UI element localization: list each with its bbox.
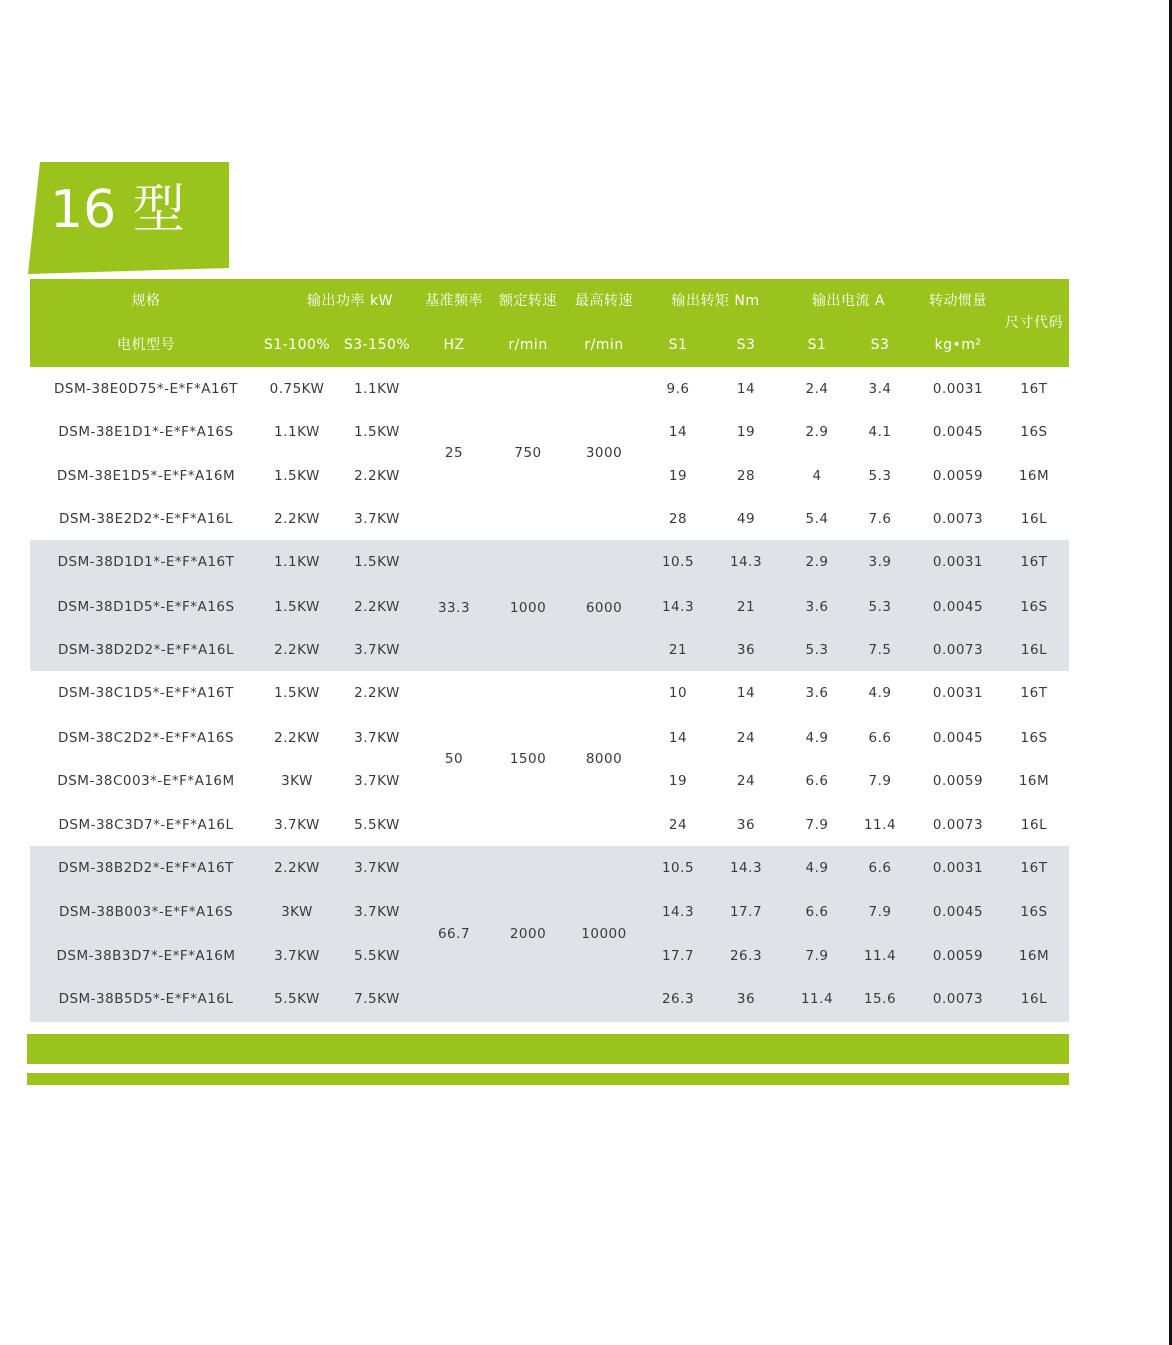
header-torque: 输出转矩 Nm — [671, 293, 760, 309]
power-s3-cell: 1.5KW — [354, 554, 400, 570]
size-code-cell: 16T — [1020, 381, 1048, 397]
current-s3-cell: 11.4 — [863, 817, 897, 833]
table-row — [30, 717, 1069, 760]
torque-s1-cell: 17.7 — [661, 948, 695, 964]
table-row — [30, 978, 1069, 1021]
header-current: 输出电流 A — [811, 293, 886, 309]
base-freq-cell: 50 — [444, 751, 464, 767]
header-max-unit: r/min — [584, 337, 624, 353]
torque-s3-cell: 36 — [736, 642, 756, 658]
power-s3-cell: 5.5KW — [354, 817, 400, 833]
inertia-cell: 0.0073 — [932, 511, 984, 527]
table-row — [30, 541, 1069, 584]
table-row — [30, 672, 1069, 715]
current-s3-cell: 5.3 — [868, 599, 892, 615]
power-s3-cell: 2.2KW — [354, 599, 400, 615]
size-code-cell: 16T — [1020, 860, 1048, 876]
current-s1-cell: 6.6 — [805, 773, 829, 789]
table-row — [30, 891, 1069, 934]
model-cell: DSM-38D2D2*-E*F*A16L — [58, 642, 234, 658]
current-s3-cell: 3.4 — [868, 381, 892, 397]
power-s3-cell: 3.7KW — [354, 904, 400, 920]
rated-speed-cell: 750 — [514, 445, 542, 461]
inertia-cell: 0.0073 — [932, 642, 984, 658]
torque-s1-cell: 21 — [668, 642, 688, 658]
power-s1-cell: 0.75KW — [269, 381, 325, 397]
size-code-cell: 16M — [1018, 948, 1050, 964]
power-s3-cell: 2.2KW — [354, 685, 400, 701]
power-s1-cell: 1.5KW — [274, 468, 320, 484]
size-code-cell: 16M — [1018, 773, 1050, 789]
table-row — [30, 847, 1069, 890]
model-cell: DSM-38E1D5*-E*F*A16M — [56, 468, 236, 484]
power-s3-cell: 2.2KW — [354, 468, 400, 484]
header-freq-unit: HZ — [443, 337, 465, 353]
header-current-s3: S3 — [870, 337, 890, 353]
torque-s1-cell: 14 — [668, 730, 688, 746]
header-rated-unit: r/min — [508, 337, 548, 353]
power-s1-cell: 1.1KW — [274, 554, 320, 570]
table-row — [30, 935, 1069, 978]
table-header — [30, 279, 1069, 367]
table-row — [30, 498, 1069, 541]
torque-s1-cell: 10.5 — [661, 554, 695, 570]
current-s1-cell: 6.6 — [805, 904, 829, 920]
power-s3-cell: 7.5KW — [354, 991, 400, 1007]
current-s1-cell: 2.4 — [805, 381, 829, 397]
current-s1-cell: 7.9 — [805, 948, 829, 964]
current-s3-cell: 4.1 — [868, 424, 892, 440]
footer-bar-thick — [27, 1034, 1069, 1064]
table-row — [30, 629, 1069, 672]
page-title: 16 型 — [50, 180, 185, 240]
header-power-s3: S3-150% — [343, 337, 411, 353]
torque-s3-cell: 24 — [736, 730, 756, 746]
torque-s3-cell: 14.3 — [729, 554, 763, 570]
torque-s1-cell: 19 — [668, 468, 688, 484]
inertia-cell: 0.0031 — [932, 381, 984, 397]
power-s3-cell: 3.7KW — [354, 642, 400, 658]
max-speed-cell: 6000 — [585, 600, 623, 616]
rated-speed-cell: 2000 — [509, 926, 547, 942]
header-inertia: 转动惯量 — [929, 293, 987, 309]
header-model: 电机型号 — [117, 337, 175, 353]
header-power: 输出功率 kW — [307, 293, 393, 309]
header-base-freq: 基准频率 — [425, 293, 483, 309]
current-s1-cell: 4.9 — [805, 860, 829, 876]
power-s3-cell: 1.1KW — [354, 381, 400, 397]
footer-bar-thin — [27, 1073, 1069, 1085]
power-s3-cell: 1.5KW — [354, 424, 400, 440]
power-s1-cell: 2.2KW — [274, 860, 320, 876]
power-s1-cell: 2.2KW — [274, 511, 320, 527]
max-speed-cell: 3000 — [585, 445, 623, 461]
current-s3-cell: 7.6 — [868, 511, 892, 527]
model-cell: DSM-38B5D5*-E*F*A16L — [58, 991, 234, 1007]
table-row — [30, 411, 1069, 454]
current-s3-cell: 7.5 — [868, 642, 892, 658]
header-inertia-unit: kg•m² — [934, 337, 982, 353]
inertia-cell: 0.0059 — [932, 773, 984, 789]
inertia-cell: 0.0059 — [932, 468, 984, 484]
power-s3-cell: 3.7KW — [354, 773, 400, 789]
power-s1-cell: 5.5KW — [274, 991, 320, 1007]
size-code-cell: 16S — [1020, 730, 1048, 746]
size-code-cell: 16T — [1020, 554, 1048, 570]
current-s1-cell: 3.6 — [805, 685, 829, 701]
size-code-cell: 16L — [1020, 991, 1048, 1007]
current-s3-cell: 3.9 — [868, 554, 892, 570]
torque-s1-cell: 19 — [668, 773, 688, 789]
header-torque-s1: S1 — [668, 337, 688, 353]
size-code-cell: 16L — [1020, 642, 1048, 658]
size-code-cell: 16S — [1020, 904, 1048, 920]
current-s1-cell: 3.6 — [805, 599, 829, 615]
size-code-cell: 16L — [1020, 817, 1048, 833]
power-s3-cell: 3.7KW — [354, 860, 400, 876]
model-cell: DSM-38D1D1*-E*F*A16T — [57, 554, 235, 570]
current-s3-cell: 7.9 — [868, 773, 892, 789]
base-freq-cell: 25 — [444, 445, 464, 461]
size-code-cell: 16T — [1020, 685, 1048, 701]
header-max-speed: 最高转速 — [575, 293, 633, 309]
max-speed-cell: 8000 — [585, 751, 623, 767]
table-row — [30, 455, 1069, 498]
model-cell: DSM-38B003*-E*F*A16S — [58, 904, 234, 920]
torque-s3-cell: 14.3 — [729, 860, 763, 876]
torque-s3-cell: 21 — [736, 599, 756, 615]
torque-s3-cell: 19 — [736, 424, 756, 440]
model-cell: DSM-38E1D1*-E*F*A16S — [58, 424, 234, 440]
inertia-cell: 0.0031 — [932, 860, 984, 876]
torque-s1-cell: 26.3 — [661, 991, 695, 1007]
current-s3-cell: 6.6 — [868, 730, 892, 746]
base-freq-cell: 33.3 — [437, 600, 471, 616]
power-s1-cell: 3KW — [281, 904, 313, 920]
power-s3-cell: 3.7KW — [354, 511, 400, 527]
current-s3-cell: 15.6 — [863, 991, 897, 1007]
current-s1-cell: 4.9 — [805, 730, 829, 746]
torque-s3-cell: 28 — [736, 468, 756, 484]
size-code-cell: 16L — [1020, 511, 1048, 527]
inertia-cell: 0.0045 — [932, 424, 984, 440]
torque-s1-cell: 14.3 — [661, 599, 695, 615]
header-rated-speed: 额定转速 — [499, 293, 557, 309]
table-row — [30, 368, 1069, 411]
header-torque-s3: S3 — [736, 337, 756, 353]
size-code-cell: 16S — [1020, 599, 1048, 615]
current-s1-cell: 7.9 — [805, 817, 829, 833]
torque-s1-cell: 10.5 — [661, 860, 695, 876]
torque-s1-cell: 14 — [668, 424, 688, 440]
torque-s3-cell: 24 — [736, 773, 756, 789]
current-s3-cell: 6.6 — [868, 860, 892, 876]
power-s3-cell: 5.5KW — [354, 948, 400, 964]
torque-s3-cell: 26.3 — [729, 948, 763, 964]
inertia-cell: 0.0073 — [932, 991, 984, 1007]
model-cell: DSM-38C2D2*-E*F*A16S — [57, 730, 235, 746]
power-s1-cell: 3.7KW — [274, 817, 320, 833]
torque-s1-cell: 24 — [668, 817, 688, 833]
model-cell: DSM-38C003*-E*F*A16M — [57, 773, 235, 789]
power-s3-cell: 3.7KW — [354, 730, 400, 746]
header-power-s1: S1-100% — [263, 337, 331, 353]
table-row — [30, 804, 1069, 847]
torque-s3-cell: 14 — [736, 381, 756, 397]
current-s3-cell: 4.9 — [868, 685, 892, 701]
current-s3-cell: 11.4 — [863, 948, 897, 964]
current-s1-cell: 11.4 — [800, 991, 834, 1007]
table-row — [30, 586, 1069, 629]
current-s1-cell: 4 — [812, 468, 822, 484]
current-s1-cell: 2.9 — [805, 554, 829, 570]
inertia-cell: 0.0045 — [932, 904, 984, 920]
header-size-code: 尺寸代码 — [1005, 315, 1063, 331]
power-s1-cell: 2.2KW — [274, 642, 320, 658]
power-s1-cell: 2.2KW — [274, 730, 320, 746]
torque-s1-cell: 28 — [668, 511, 688, 527]
power-s1-cell: 1.5KW — [274, 685, 320, 701]
model-cell: DSM-38E2D2*-E*F*A16L — [58, 511, 234, 527]
torque-s3-cell: 17.7 — [729, 904, 763, 920]
power-s1-cell: 1.5KW — [274, 599, 320, 615]
model-cell: DSM-38D1D5*-E*F*A16S — [57, 599, 235, 615]
torque-s3-cell: 36 — [736, 817, 756, 833]
torque-s1-cell: 14.3 — [661, 904, 695, 920]
base-freq-cell: 66.7 — [437, 926, 471, 942]
max-speed-cell: 10000 — [581, 926, 627, 942]
inertia-cell: 0.0045 — [932, 599, 984, 615]
rated-speed-cell: 1000 — [509, 600, 547, 616]
model-cell: DSM-38E0D75*-E*F*A16T — [54, 381, 238, 397]
inertia-cell: 0.0073 — [932, 817, 984, 833]
model-cell: DSM-38B3D7*-E*F*A16M — [56, 948, 236, 964]
torque-s3-cell: 14 — [736, 685, 756, 701]
power-s1-cell: 1.1KW — [274, 424, 320, 440]
model-cell: DSM-38B2D2*-E*F*A16T — [58, 860, 234, 876]
current-s1-cell: 5.4 — [805, 511, 829, 527]
power-s1-cell: 3KW — [281, 773, 313, 789]
power-s1-cell: 3.7KW — [274, 948, 320, 964]
inertia-cell: 0.0031 — [932, 685, 984, 701]
model-cell: DSM-38C1D5*-E*F*A16T — [58, 685, 234, 701]
size-code-cell: 16S — [1020, 424, 1048, 440]
current-s3-cell: 5.3 — [868, 468, 892, 484]
table-row — [30, 760, 1069, 803]
rated-speed-cell: 1500 — [509, 751, 547, 767]
torque-s1-cell: 10 — [668, 685, 688, 701]
current-s1-cell: 2.9 — [805, 424, 829, 440]
current-s1-cell: 5.3 — [805, 642, 829, 658]
inertia-cell: 0.0045 — [932, 730, 984, 746]
inertia-cell: 0.0059 — [932, 948, 984, 964]
current-s3-cell: 7.9 — [868, 904, 892, 920]
header-current-s1: S1 — [807, 337, 827, 353]
torque-s1-cell: 9.6 — [666, 381, 690, 397]
torque-s3-cell: 49 — [736, 511, 756, 527]
inertia-cell: 0.0031 — [932, 554, 984, 570]
size-code-cell: 16M — [1018, 468, 1050, 484]
header-spec: 规格 — [131, 293, 161, 309]
model-cell: DSM-38C3D7*-E*F*A16L — [58, 817, 234, 833]
torque-s3-cell: 36 — [736, 991, 756, 1007]
